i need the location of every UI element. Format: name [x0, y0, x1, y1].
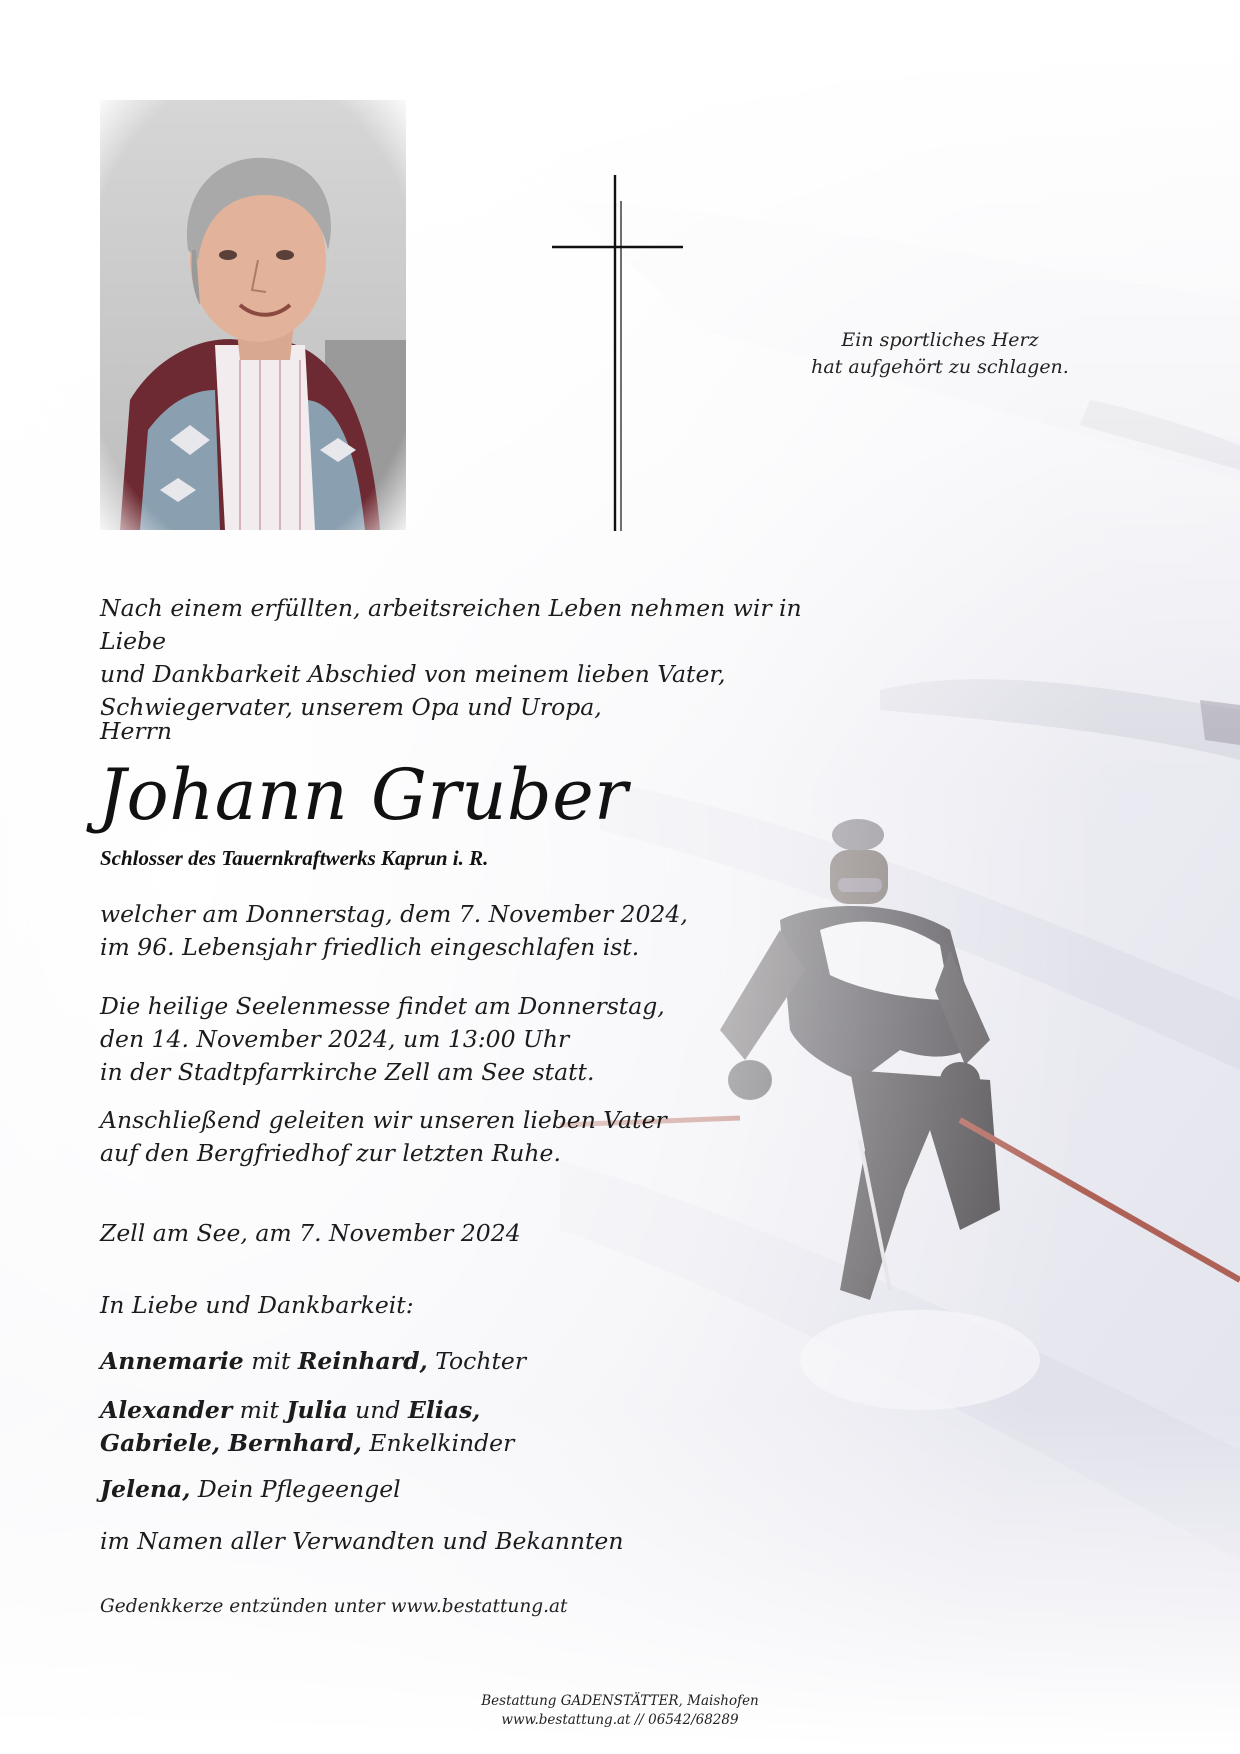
quote-line-2: hat aufgehört zu schlagen. — [811, 356, 1069, 378]
quote-line-1: Ein sportliches Herz — [841, 329, 1039, 351]
mass-line-2: den 14. November 2024, um 13:00 Uhr — [100, 1025, 570, 1053]
family-name: Julia — [286, 1396, 348, 1424]
salutation: Herrn — [100, 717, 173, 745]
family-name: Elias, — [407, 1396, 481, 1424]
thanks-heading: In Liebe und Dankbarkeit: — [100, 1291, 414, 1319]
death-line-2: im 96. Lebensjahr friedlich eingeschlafen ist. — [100, 933, 640, 961]
death-line-1: welcher am Donnerstag, dem 7. November 2024, — [100, 900, 688, 928]
footer-line-2: www.bestattung.at // 06542/68289 — [501, 1712, 739, 1728]
death-paragraph — [100, 898, 860, 964]
deceased-name: Johann Gruber — [98, 754, 629, 836]
on-behalf-line: im Namen aller Verwandten und Bekannten — [100, 1527, 624, 1555]
family-connector: und — [347, 1396, 408, 1424]
family-relation: Tochter — [427, 1347, 527, 1375]
burial-line-2: auf den Bergfriedhof zur letzten Ruhe. — [100, 1139, 561, 1167]
funeral-home-footer — [420, 1692, 820, 1730]
family-relation: Enkelkinder — [361, 1429, 515, 1457]
family-name: Annemarie — [100, 1347, 244, 1375]
family-name: Jelena, — [100, 1475, 191, 1503]
family-connector: mit — [243, 1347, 298, 1375]
family-name: Alexander — [100, 1396, 233, 1424]
portrait-photo — [100, 100, 406, 530]
burial-line-1: Anschließend geleiten wir unseren lieben Vater — [100, 1106, 667, 1134]
burial-paragraph — [100, 1104, 860, 1170]
mass-line-1: Die heilige Seelenmesse findet am Donnerstag, — [100, 992, 665, 1020]
family-relation: Dein Pflegeengel — [190, 1475, 401, 1503]
intro-line-1: Nach einem erfüllten, arbeitsreichen Leben nehmen wir in Liebe — [100, 594, 802, 655]
family-connector: mit — [232, 1396, 287, 1424]
intro-line-2: und Dankbarkeit Abschied von meinem lieben Vater, — [100, 660, 726, 688]
family-line-daughter — [100, 1345, 860, 1378]
family-line-caregiver — [100, 1473, 860, 1506]
family-name: Reinhard, — [297, 1347, 428, 1375]
candle-note: Gedenkkerze entzünden unter www.bestattung.at — [100, 1596, 568, 1617]
place-date: Zell am See, am 7. November 2024 — [100, 1219, 521, 1247]
family-line-grandchildren — [100, 1394, 860, 1460]
mass-line-3: in der Stadtpfarrkirche Zell am See statt. — [100, 1058, 595, 1086]
footer-line-1: Bestattung GADENSTÄTTER, Maishofen — [481, 1693, 759, 1709]
cross-symbol — [550, 175, 685, 531]
deceased-title: Schlosser des Tauernkraftwerks Kaprun i. R. — [100, 846, 489, 870]
intro-line-3: Schwiegervater, unserem Opa und Uropa, — [100, 693, 602, 721]
intro-paragraph — [100, 592, 860, 724]
mass-paragraph — [100, 990, 860, 1089]
quote-text — [800, 327, 1080, 381]
family-name: Gabriele, Bernhard, — [100, 1429, 362, 1457]
